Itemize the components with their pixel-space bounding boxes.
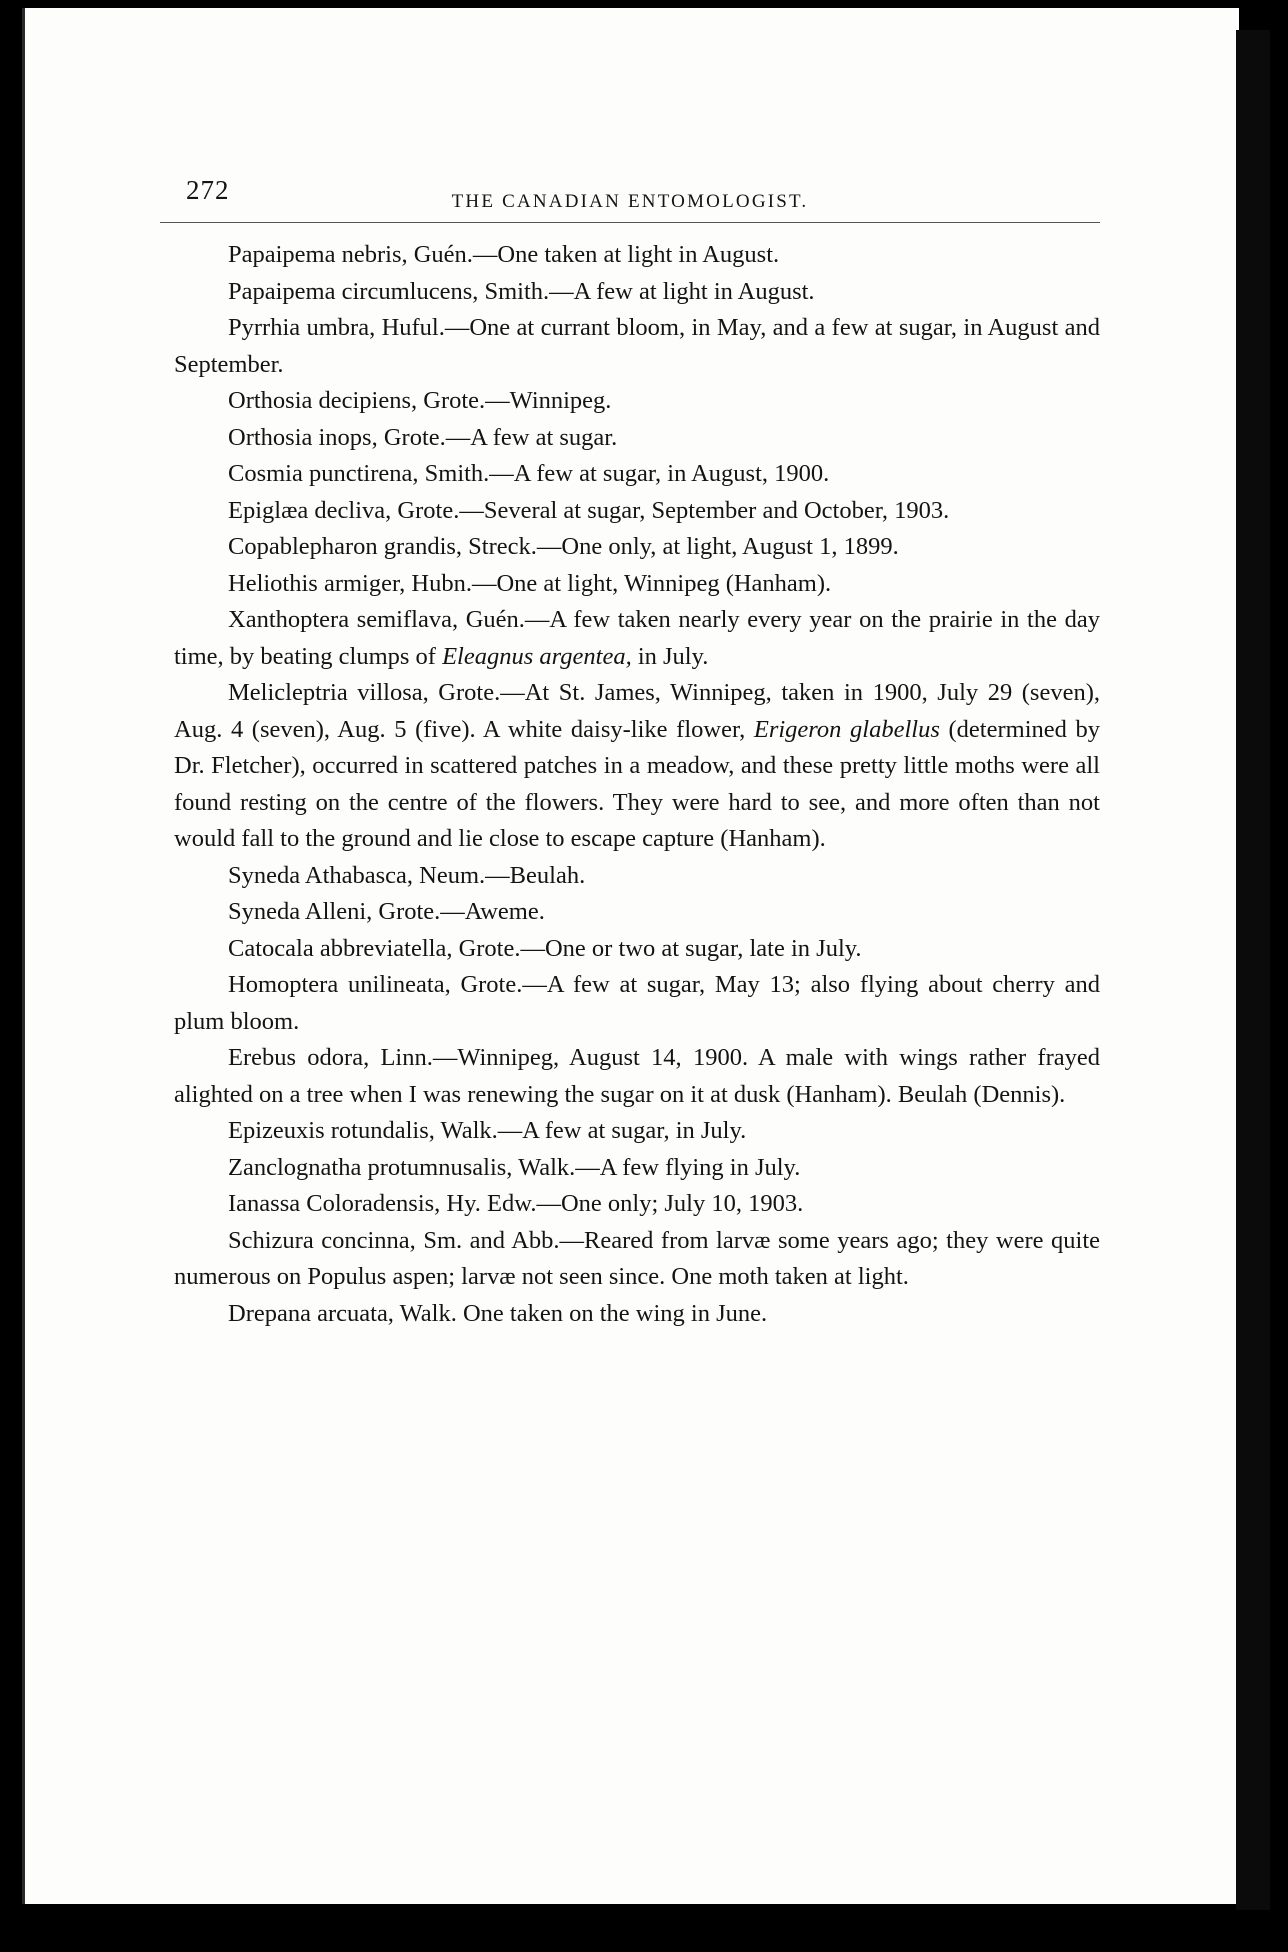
entry-text: Zanclognatha protumnusalis, Walk.—A few flying in July. bbox=[228, 1153, 801, 1181]
species-entry bbox=[160, 1223, 1100, 1296]
entry-text: Erebus odora, Linn.—Winnipeg, August 14, 1900. A male with wings rather frayed alighted on a tree when I was renewing the sugar on it at dusk (Hanham). Beulah (Dennis). bbox=[174, 1044, 1100, 1108]
species-entry bbox=[160, 675, 1100, 858]
page-number: 272 bbox=[186, 175, 230, 205]
species-entry bbox=[160, 420, 1100, 457]
species-entry bbox=[160, 310, 1100, 383]
running-head: THE CANADIAN ENTOMOLOGIST. bbox=[451, 191, 809, 212]
entry-text: Syneda Athabasca, Neum.—Beulah. bbox=[228, 861, 586, 889]
species-entry bbox=[160, 529, 1100, 566]
entry-text: Heliothis armiger, Hubn.—One at light, Winnipeg (Hanham). bbox=[228, 569, 832, 597]
species-entry bbox=[160, 1040, 1100, 1113]
entry-text: Syneda Alleni, Grote.—Aweme. bbox=[228, 898, 545, 925]
entry-text: Melicleptria villosa, Grote.—At St. James, Winnipeg, taken in 1900, July 29 (seven), Aug. 4 (seven), Aug. 5 (five). A white daisy-like flower, bbox=[174, 679, 1100, 743]
entry-text: Orthosia inops, Grote.—A few at sugar. bbox=[228, 423, 618, 451]
species-entry bbox=[160, 858, 1100, 895]
page-content bbox=[160, 170, 1100, 1332]
species-entry bbox=[160, 931, 1100, 968]
species-entry bbox=[160, 566, 1100, 603]
entry-italic-name: Eleagnus argentea, bbox=[442, 642, 632, 670]
species-entry bbox=[160, 493, 1100, 530]
species-entry bbox=[160, 383, 1100, 420]
entry-text: Drepana arcuata, Walk. One taken on the wing in June. bbox=[228, 1299, 768, 1327]
species-entry bbox=[160, 274, 1100, 311]
entry-text: Copablepharon grandis, Streck.—One only, at light, August 1, 1899. bbox=[228, 533, 899, 560]
entry-text: Catocala abbreviatella, Grote.—One or two at sugar, late in July. bbox=[228, 934, 862, 962]
page-header bbox=[160, 170, 1100, 223]
species-entry bbox=[160, 602, 1100, 675]
entry-text: Papaipema nebris, Guén.—One taken at light in August. bbox=[228, 241, 780, 268]
entry-text: Homoptera unilineata, Grote.—A few at sugar, May 13; also flying about cherry and plum bloom. bbox=[174, 971, 1100, 1035]
species-entry bbox=[160, 1150, 1100, 1187]
entry-text: Xanthoptera semiflava, Guén.—A few taken nearly every year on the prairie in the day time, by beating clumps of bbox=[174, 606, 1100, 670]
species-entry bbox=[160, 1113, 1100, 1150]
entry-text: Epiglæa decliva, Grote.—Several at sugar, September and October, 1903. bbox=[228, 496, 950, 524]
entry-italic-name: Erigeron glabellus bbox=[753, 715, 940, 743]
entry-text: Orthosia decipiens, Grote.—Winnipeg. bbox=[228, 387, 612, 414]
entry-text: Cosmia punctirena, Smith.—A few at sugar, in August, 1900. bbox=[228, 460, 830, 487]
species-entry bbox=[160, 894, 1100, 931]
entry-text: Pyrrhia umbra, Huful.—One at currant bloom, in May, and a few at sugar, in August and September. bbox=[174, 314, 1100, 378]
entry-text-after: in July. bbox=[631, 642, 709, 670]
species-entry bbox=[160, 237, 1100, 274]
entry-text: Epizeuxis rotundalis, Walk.—A few at sugar, in July. bbox=[228, 1117, 747, 1144]
entry-text: Schizura concinna, Sm. and Abb.—Reared from larvæ some years ago; they were quite numerous on Populus aspen; larvæ not seen since. One moth taken at light. bbox=[174, 1226, 1100, 1290]
entry-text-after: (determined by Dr. Fletcher), occurred in scattered patches in a meadow, and these pretty little moths were all found resting on the centre of the flowers. They were hard to see, and more often than not would fall to the ground and lie close to escape capture (Hanham). bbox=[174, 715, 1100, 852]
species-entry bbox=[160, 1296, 1100, 1333]
entry-text: Papaipema circumlucens, Smith.—A few at light in August. bbox=[228, 277, 815, 305]
species-entry bbox=[160, 1186, 1100, 1223]
species-entry bbox=[160, 456, 1100, 493]
entry-text: Ianassa Coloradensis, Hy. Edw.—One only; July 10, 1903. bbox=[228, 1190, 804, 1217]
species-entry bbox=[160, 967, 1100, 1040]
book-spine bbox=[1236, 30, 1270, 1910]
